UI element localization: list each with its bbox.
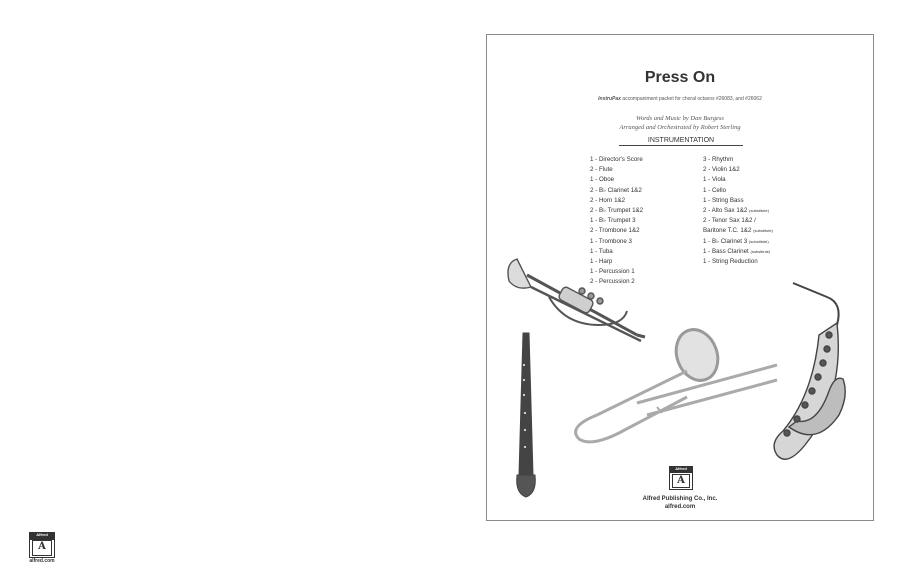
logo-mark: A (32, 540, 51, 555)
list-item: 1 - Percussion 1 (590, 268, 635, 276)
credit-words-music: Words and Music by Dan Burgess (636, 115, 724, 122)
logo-wordmark: Alfred (670, 467, 692, 473)
clarinet-illustration (517, 333, 536, 497)
list-item: 1 - B♭ Clarinet 3 (substitute) (703, 237, 769, 245)
subtitle-text: accompaniment packet for choral octavos #26083, and #26062 (620, 96, 762, 102)
list-item: 1 - B♭ Trumpet 3 (590, 217, 636, 225)
alfred-logo-icon (29, 532, 55, 558)
list-item: 2 - Tenor Sax 1&2 / (703, 217, 756, 225)
list-item: 2 - B♭ Trumpet 1&2 (590, 207, 644, 215)
instrumentation-heading: INSTRUMENTATION (619, 137, 743, 146)
alfred-logo-icon (669, 466, 693, 490)
list-item: 1 - Bass Clarinet (substitute) (703, 247, 771, 255)
list-item: 1 - Cello (703, 186, 727, 194)
list-item: 1 - String Bass (703, 196, 744, 204)
list-item: 2 - Percussion 2 (590, 278, 635, 286)
substitute-note: (substitute) (753, 228, 773, 234)
list-item: 1 - Harp (590, 258, 613, 266)
trombone-illustration (576, 324, 777, 442)
list-item: 2 - Flute (590, 166, 613, 174)
list-item: Baritone T.C. 1&2 (substitute) (703, 227, 773, 235)
list-item: 3 - Rhythm (703, 156, 734, 163)
instrument-illustrations (487, 35, 875, 522)
page-title: Press On (644, 69, 716, 86)
list-item: 1 - Tuba (590, 247, 613, 255)
list-item: 1 - Director's Score (590, 156, 643, 163)
logo-mark: A (672, 474, 690, 488)
trumpet-illustration (508, 259, 645, 341)
score-cover (486, 34, 874, 521)
list-item: 1 - Trombone 3 (590, 237, 632, 245)
credit-arranger: Arranged and Orchestrated by Robert Sterling (619, 124, 741, 131)
subtitle-brand: InstruPax (598, 96, 621, 102)
list-item: 1 - Viola (703, 176, 726, 184)
publisher-url: alfred.com (664, 504, 696, 510)
publisher-name: Alfred Publishing Co., Inc. (642, 496, 718, 502)
substitute-note: (substitute) (749, 208, 769, 214)
saxophone-illustration (774, 283, 845, 459)
list-item: 2 - Alto Sax 1&2 (substitute) (703, 207, 769, 215)
substitute-note: (substitute) (750, 248, 771, 254)
list-item: 1 - Oboe (590, 176, 615, 184)
substitute-note: (substitute) (748, 238, 769, 244)
list-item: 2 - Trombone 1&2 (590, 227, 640, 235)
list-item: 1 - String Reduction (703, 258, 758, 266)
corner-url: alfred.com (29, 558, 55, 564)
list-item: 2 - B♭ Clarinet 1&2 (590, 186, 642, 194)
list-item: 2 - Violin 1&2 (703, 166, 740, 174)
publisher-block (487, 495, 873, 511)
logo-wordmark: Alfred (30, 533, 54, 540)
list-item: 2 - Horn 1&2 (590, 196, 626, 204)
